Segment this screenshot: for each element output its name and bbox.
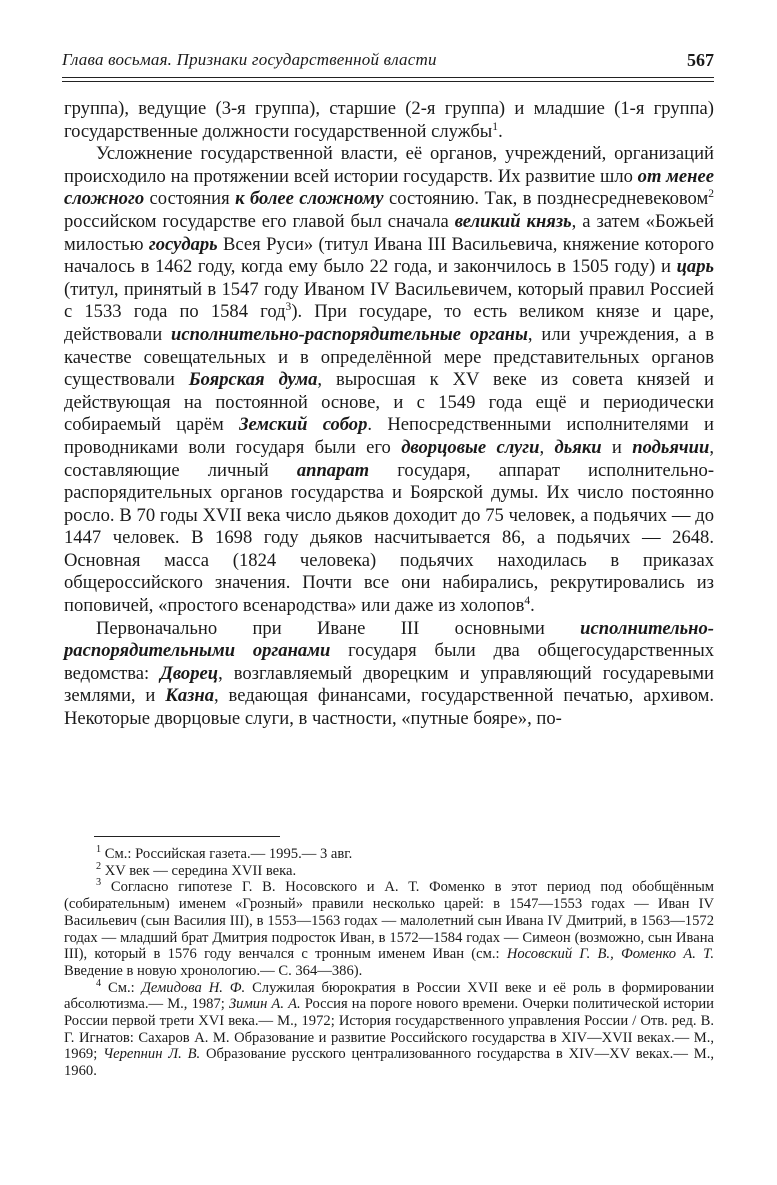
author-name: Зимин А. А. <box>228 996 301 1013</box>
emphasis: аппарат <box>296 459 370 481</box>
emphasis: к более сложному <box>235 188 384 210</box>
emphasis: исполнительно-распорядительными органами <box>64 617 714 662</box>
emphasis: Дворец <box>160 662 219 684</box>
footnote-separator <box>94 836 280 837</box>
footnote-ref: 4 <box>524 594 531 607</box>
page-number: 567 <box>687 50 714 70</box>
author-name: Носовский Г. В., Фоменко А. Т. <box>506 946 714 963</box>
page-header <box>62 50 714 74</box>
footnote-4: $^4$ См.: Демидова Н. Ф. Служилая бюрократия в России XVII веке и её роль в формировании абсолютизма.— М., 1987; Зимин А. А. Россия на пороге нового времени. Очерки политической истории России первой трети XVI века.— М., 1972; История государственного управления России / Отв. ред. В. Г. Игнатов: Сахаров А. М. Образование и развитие Российского государства в XIV—XVII веках.— М., 1969; Черепнин Л. В. Образование русского централизованного государства в XIV—XV веках.— М., 1960. <box>64 977 715 1080</box>
author-name: Черепнин Л. В. <box>103 1046 201 1063</box>
emphasis: Казна <box>165 685 215 707</box>
footnote-ref: 1 <box>492 120 499 133</box>
footnote-3: $^3$ Согласно гипотезе Г. В. Носовского и А. Т. Фоменко в этот период под обобщённым (собирательным) именем «Грозный» правили несколько царей: в 1547—1553 годах — Иван IV Васильевич (сын Василия III), в 1553—1563 годах — малолетний сын Ивана IV Дмитрий, в 1563—1572 годах — младший брат Дмитрия подросток Иван, в 1572—1584 годах — Симеон (возможно, сын Ивана III), который в 1576 году венчался с тронным именем Иван (см.: Носовский Г. В., Фоменко А. Т. Введение в новую хронологию.— С. 364—386). <box>64 877 714 979</box>
header-rule-bottom <box>62 81 714 82</box>
footnote-ref: 2 <box>708 188 714 201</box>
emphasis: подьячии <box>632 436 710 458</box>
emphasis: Земский собор <box>239 414 368 436</box>
main-text <box>64 98 714 731</box>
author-name: Демидова Н. Ф. <box>141 979 246 996</box>
footnotes <box>64 846 714 1080</box>
emphasis: Боярская дума <box>188 369 318 391</box>
footnote-1: $^1$ См.: Российская газета.— 1995.— 3 авг. <box>96 844 353 862</box>
emphasis: дворцовые слуги <box>401 436 540 458</box>
emphasis: дьяки <box>554 436 602 458</box>
paragraph-2: Усложнение государственной власти, её органов, учреждений, организаций происходило на протяжении всей истории государств. Их развитие шло от менее сложного состояния к более сложному состоянию. Так, в позднесредневековом$^2$ российском государстве его главой был сначала великий князь, а затем «Божьей милостью государь Всея Руси» (титул Ивана III Васильевича, княжение которого началось в 1462 году, когда ему было 22 года, и закончилось в 1505 году) и царь (титул, принятый в 1547 году Иваном IV Васильевичем, который правил Россией с 1533 года по 1584 год$^3$). При государе, то есть великом князе и царе, действовали исполнительно-распорядительные органы, или учреждения, а в качестве совещательных и в определённой мере представительных органов существовали Боярская дума, выросшая к XV веке из совета князей и действующая на постоянной основе, и с 1549 года ещё и периодически собираемый царём Земский собор. Непосредственными исполнителями и проводниками воли государя были его дворцовые слуги, дьяки и подьячии, составляющие личный аппарат государя, аппарат исполнительно-распорядительных органов государства и Боярской думы. Их число постоянно росло. В 70 годы XVII века число дьяков доходит до 75 человек, а подьячих — до 1447 человек. В 1698 году дьяков насчитывается 86, а подьячих — 2648. Основная масса (1824 человека) подьячих находилась в приказах общероссийского значения. Почти все они набирались, рекрутировались из поповичей, «простого всенародства» или даже из холопов$^4$. <box>64 143 715 617</box>
footnote-2: $^2$ XV век — середина XVII века. <box>96 860 297 879</box>
paragraph-1: группа), ведущие (3-я группа), старшие (2-я группа) и младшие (1-я группа) государственные должности государственной службы$^1$. <box>64 98 714 142</box>
emphasis: великий князь <box>454 210 572 232</box>
header-rule-top <box>62 77 714 78</box>
emphasis: государь <box>148 233 218 255</box>
running-title: Глава восьмая. Признаки государственной власти <box>62 50 437 69</box>
footnote-ref: 3 <box>285 301 292 314</box>
paragraph-3: Первоначально при Иване III основными исполнительно-распорядительными органами государя были два общегосударственных ведомства: Дворец, возглавляемый дворецким и управляющий государевыми землями, и Казна, ведающая финансами, государственной печатью, архивом. Некоторые дворцовые слуги, в частности, «путные бояре», по- <box>64 617 715 730</box>
emphasis: исполнительно-распорядительные органы <box>171 323 528 345</box>
emphasis: от менее сложного <box>64 165 714 210</box>
emphasis: царь <box>676 256 714 278</box>
